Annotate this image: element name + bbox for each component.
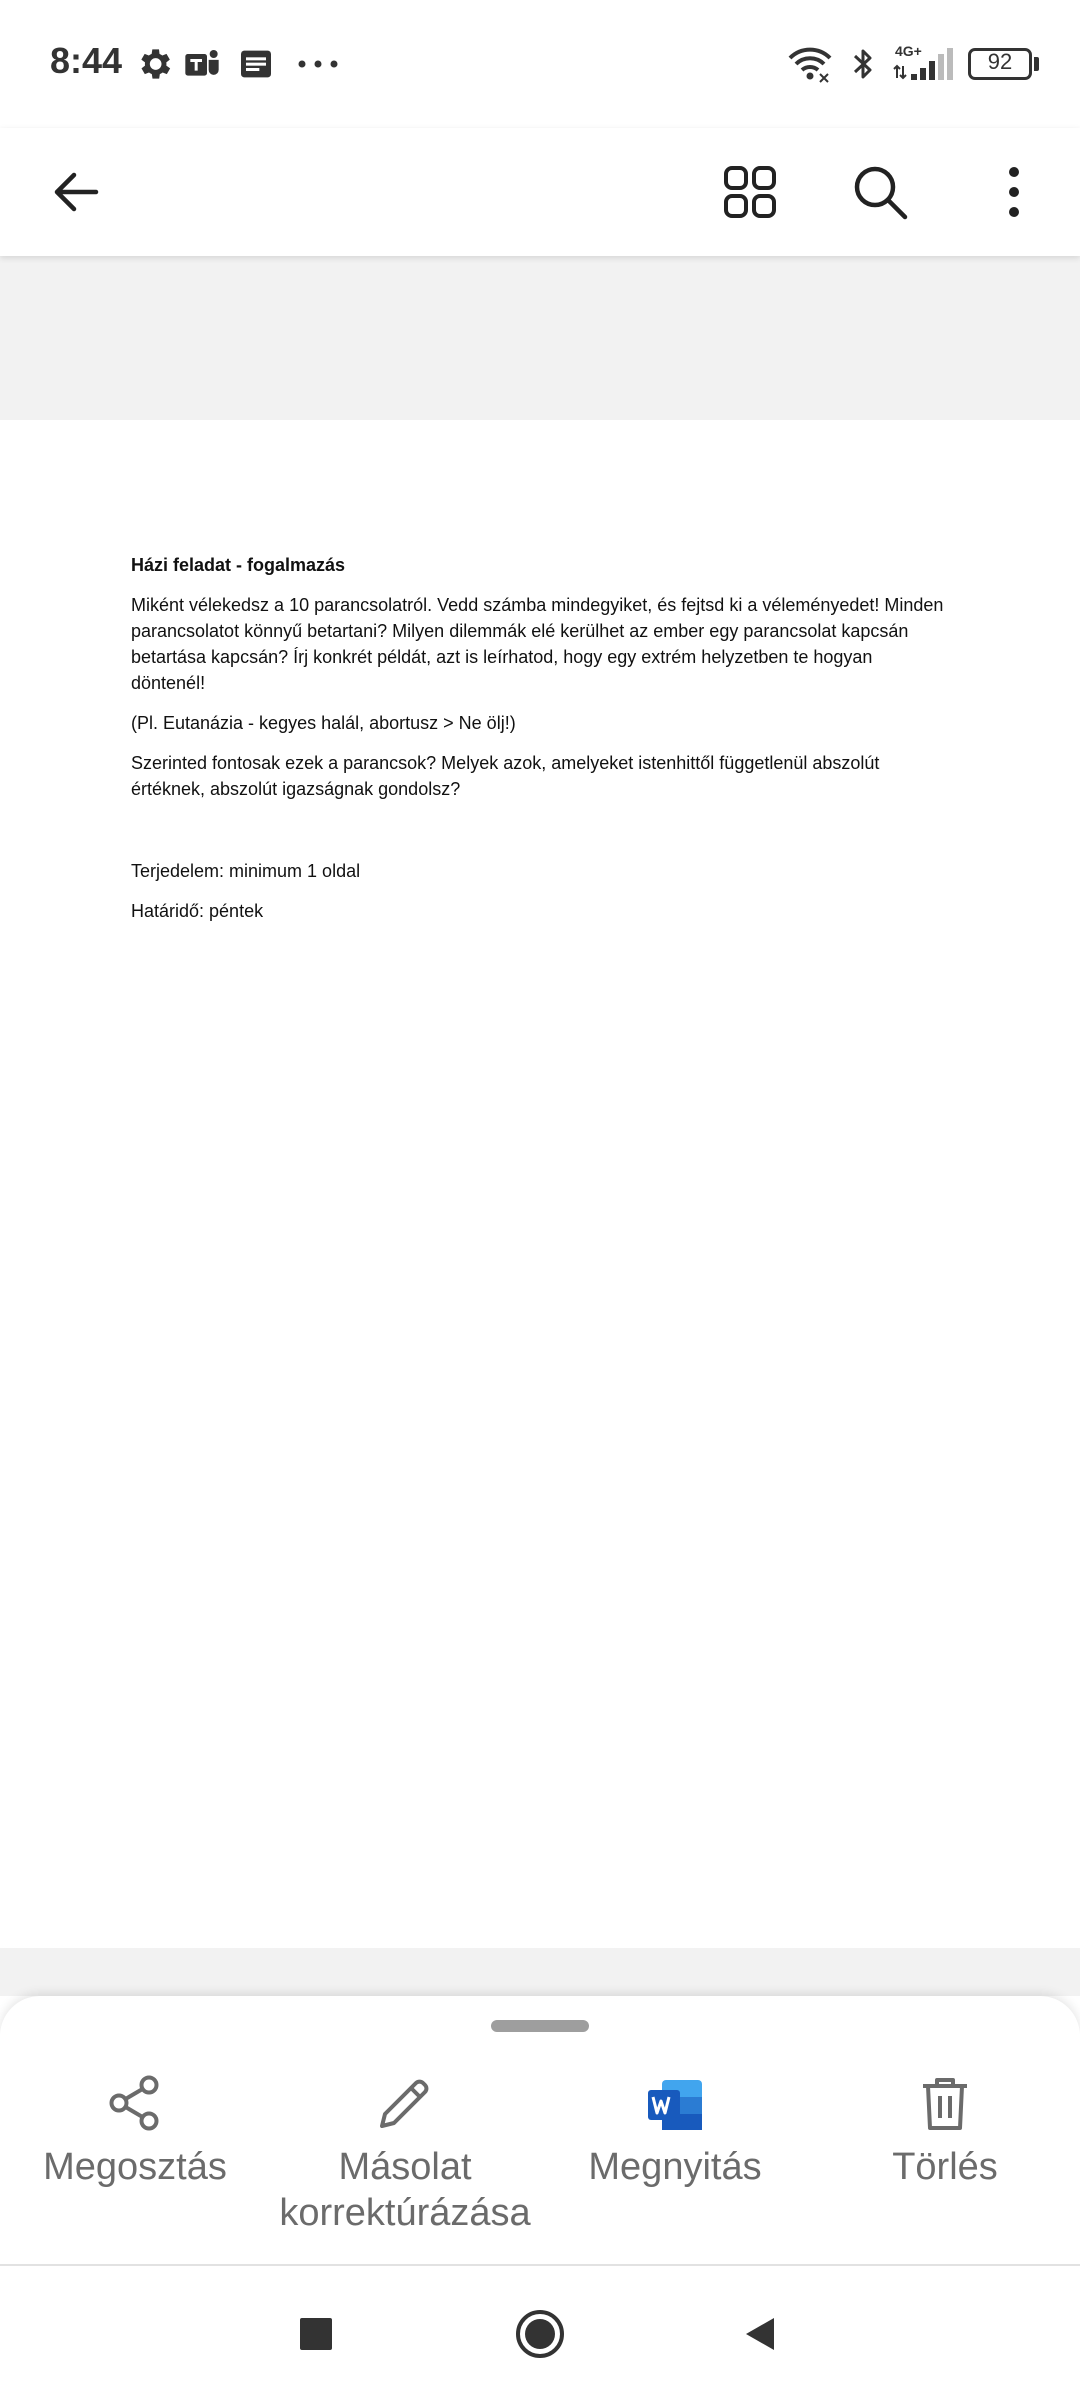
share-label: Megosztás bbox=[43, 2146, 227, 2188]
home-button[interactable] bbox=[502, 2296, 578, 2372]
status-time: 8:44 bbox=[50, 40, 123, 81]
back-arrow-icon bbox=[50, 166, 102, 218]
search-icon bbox=[851, 163, 909, 221]
battery-nub bbox=[1034, 57, 1039, 71]
pencil-icon bbox=[376, 2074, 434, 2132]
drag-handle[interactable] bbox=[491, 2020, 589, 2032]
document-title: Házi feladat - fogalmazás bbox=[131, 555, 346, 575]
battery-level: 92 bbox=[987, 49, 1013, 74]
share-button[interactable] bbox=[0, 2072, 270, 2190]
bluetooth-icon bbox=[850, 44, 876, 84]
grid-view-icon bbox=[722, 164, 778, 220]
document-paragraph: (Pl. Eutanázia - kegyes halál, abortusz > Ne ölj!) bbox=[131, 713, 516, 733]
settings-icon bbox=[134, 44, 174, 84]
back-button[interactable] bbox=[38, 154, 114, 230]
spacer bbox=[131, 816, 951, 858]
document-paragraph: Miként vélekedsz a 10 parancsolatról. Vedd számba mindegyiket, és fejtsd ki a véleményedet! Minden parancsolatot könnyű betartani? Milyen dilemmák elé kerülhet az ember egy parancsolat kapcsán betartása kapcsán? Írj konkrét példát, azt is leírhatod, hogy egy extrém helyzetben te hogyan döntenél! bbox=[131, 595, 944, 693]
home-icon bbox=[514, 2308, 566, 2360]
more-vert-icon bbox=[1004, 164, 1024, 220]
app-bar bbox=[0, 128, 1080, 256]
network-label: 4G+ bbox=[895, 43, 922, 59]
recents-icon bbox=[298, 2316, 334, 2352]
open-label: Megnyitás bbox=[588, 2146, 762, 2188]
delete-label: Törlés bbox=[892, 2146, 998, 2188]
proofread-label-line2: korrektúrázása bbox=[279, 2192, 531, 2234]
system-nav-bar bbox=[0, 2266, 1080, 2400]
proofread-copy-button[interactable] bbox=[270, 2072, 540, 2236]
more-dots-icon bbox=[296, 44, 340, 84]
recents-button[interactable] bbox=[278, 2296, 354, 2372]
signal-icon bbox=[893, 44, 955, 84]
proofread-label-line1: Másolat bbox=[338, 2146, 472, 2188]
delete-button[interactable] bbox=[810, 2072, 1080, 2190]
document-content bbox=[131, 552, 951, 938]
wifi-icon bbox=[786, 44, 834, 84]
grid-view-button[interactable] bbox=[712, 154, 788, 230]
notes-icon bbox=[236, 44, 276, 84]
open-button[interactable] bbox=[540, 2072, 810, 2190]
teams-icon bbox=[182, 44, 222, 84]
document-scope: Terjedelem: minimum 1 oldal bbox=[131, 861, 361, 881]
status-bar bbox=[0, 0, 1080, 128]
more-options-button[interactable] bbox=[976, 154, 1052, 230]
document-page[interactable] bbox=[0, 420, 1080, 1948]
bottom-action-sheet bbox=[0, 1996, 1080, 2266]
share-icon bbox=[107, 2074, 163, 2132]
document-deadline: Határidő: péntek bbox=[131, 901, 264, 921]
back-triangle-icon bbox=[740, 2314, 780, 2354]
document-paragraph: Szerinted fontosak ezek a parancsok? Melyek azok, amelyeket istenhittől függetlenül abszolút értéknek, abszolút igazságnak gondolsz? bbox=[131, 753, 880, 799]
trash-icon bbox=[919, 2074, 971, 2132]
word-icon bbox=[646, 2078, 704, 2132]
back-nav-button[interactable] bbox=[722, 2296, 798, 2372]
search-button[interactable] bbox=[842, 154, 918, 230]
